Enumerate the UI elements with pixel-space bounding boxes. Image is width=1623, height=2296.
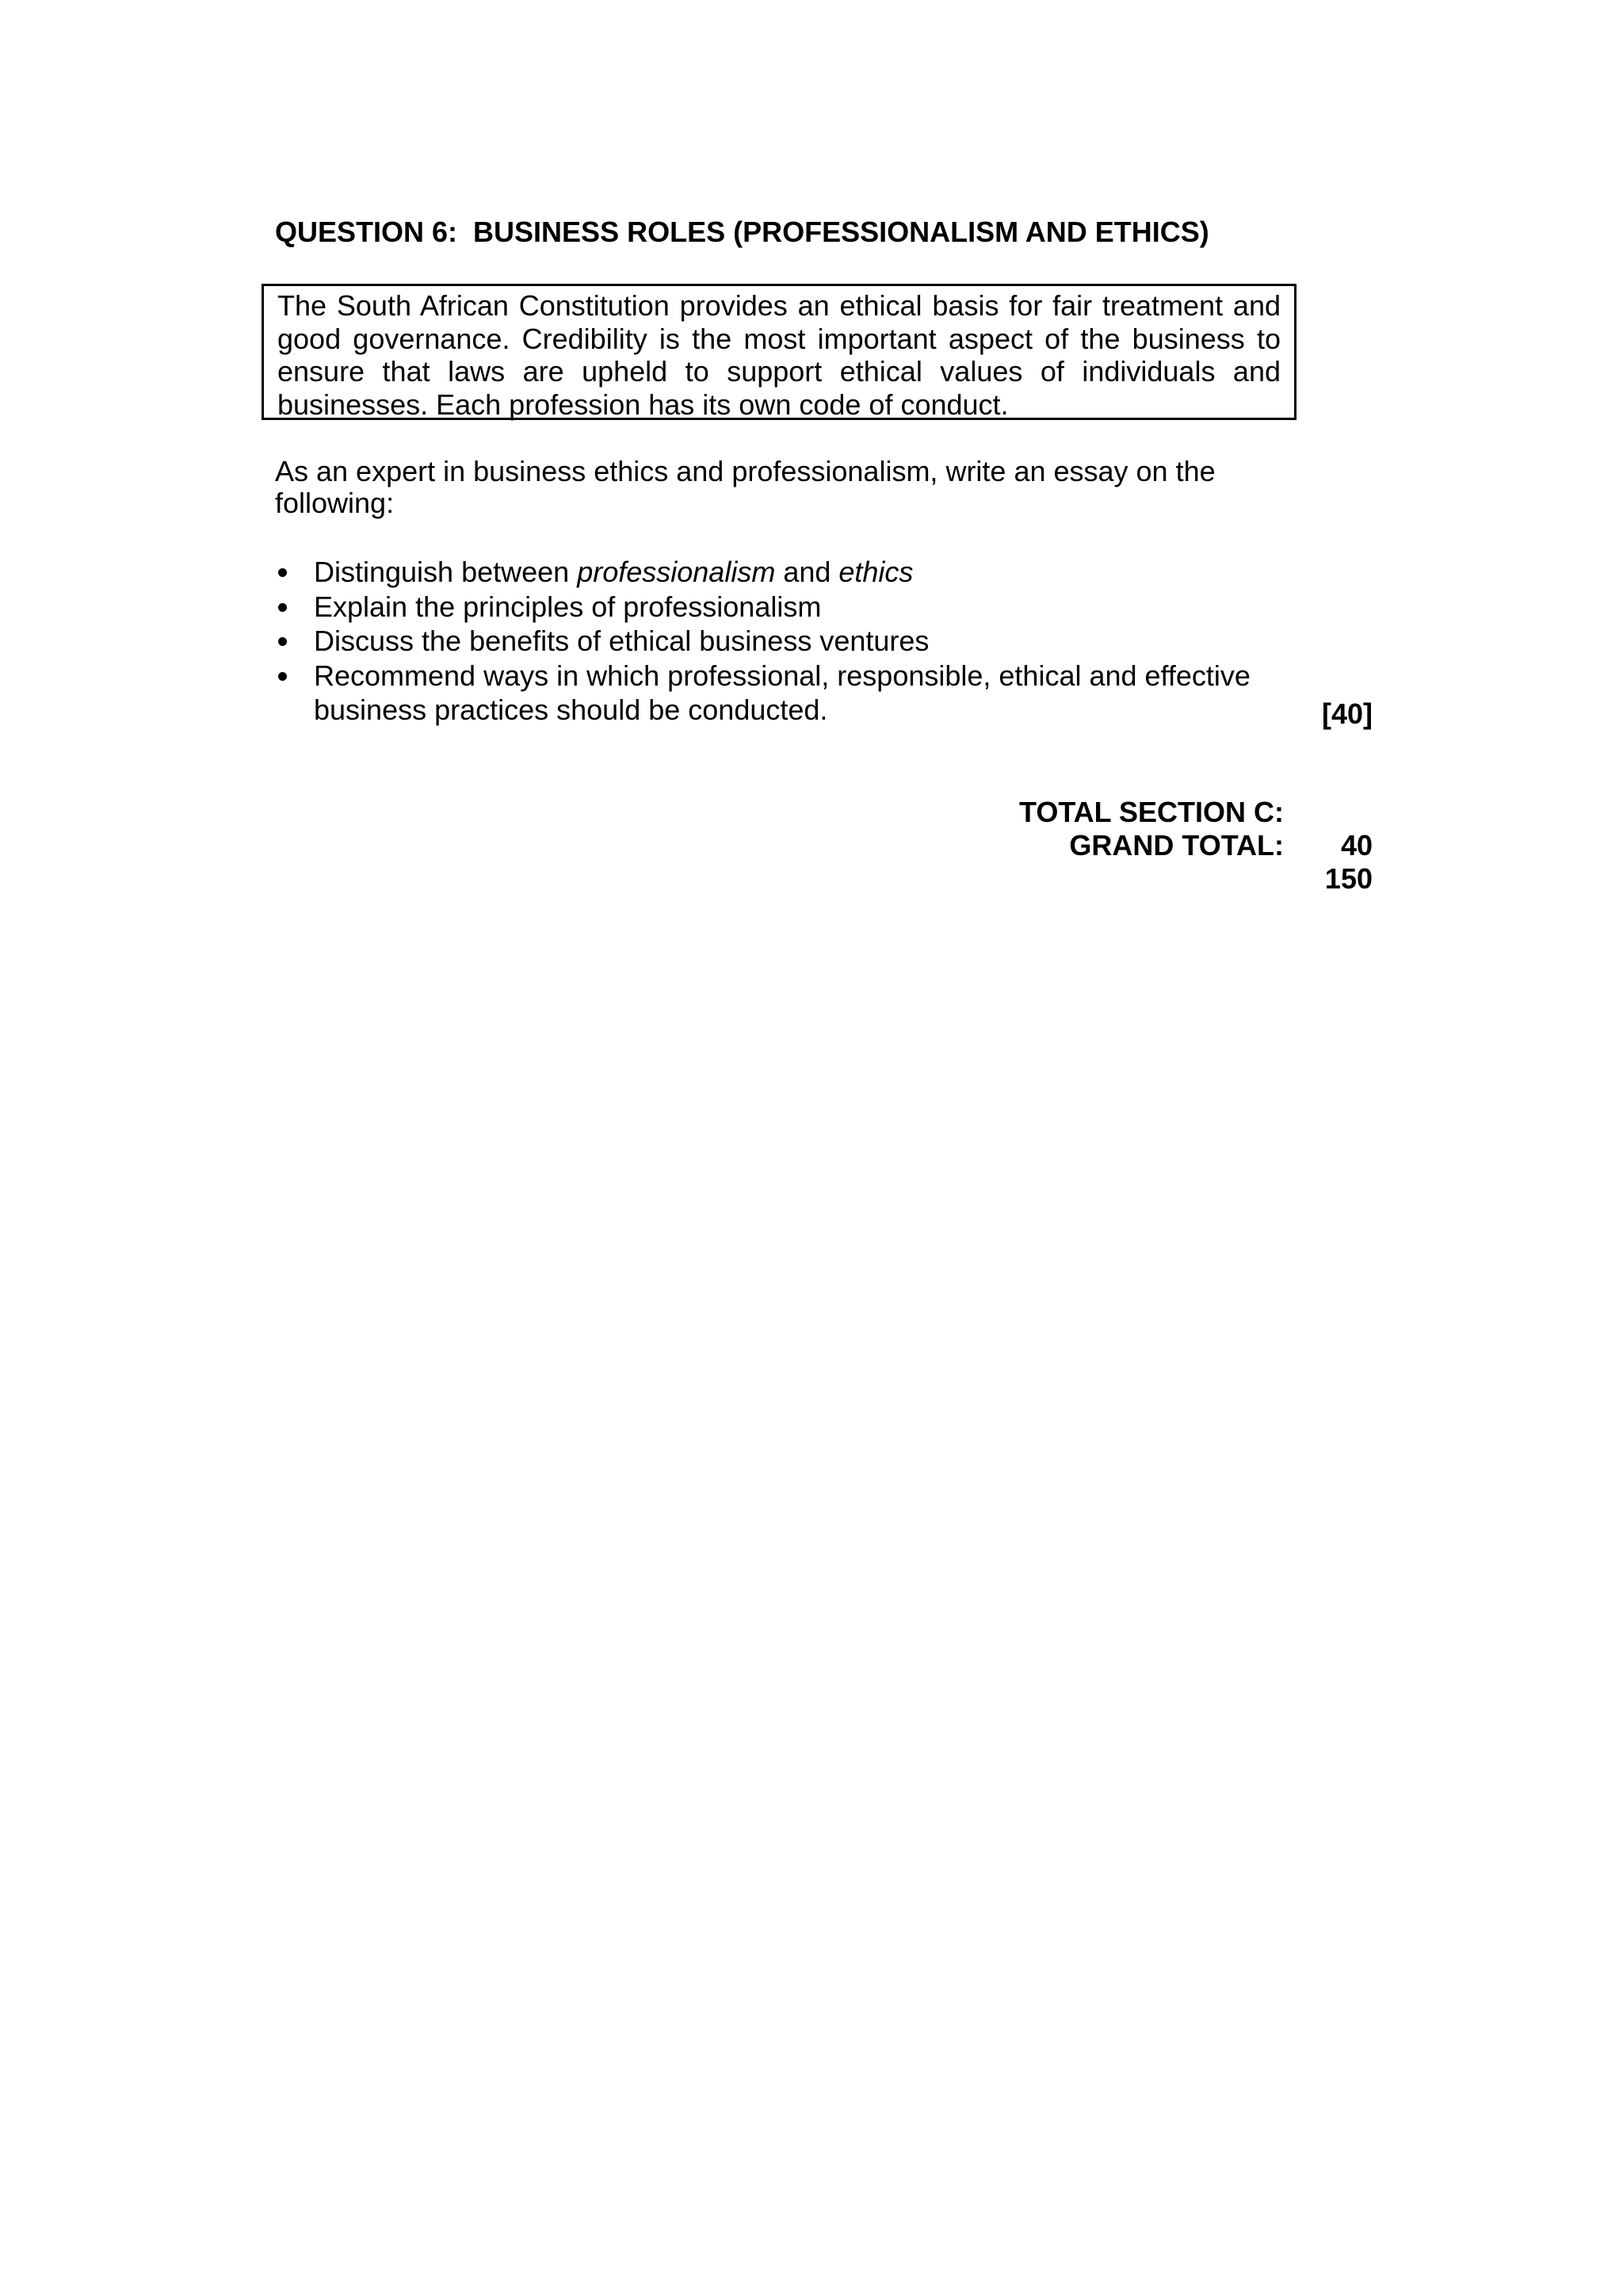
grand-total-label: GRAND TOTAL:	[1069, 829, 1284, 861]
context-box	[262, 284, 1296, 420]
list-item	[275, 659, 1296, 728]
total-section-value: 40	[1340, 829, 1373, 861]
list-item	[275, 590, 1369, 625]
item-text: Distinguish between	[314, 556, 578, 588]
question-marks: [40]	[1321, 697, 1373, 730]
list-item	[275, 624, 1369, 659]
term-ethics: ethics	[838, 556, 914, 588]
item-text: Explain the principles of professionalism	[314, 590, 822, 623]
context-text: The South African Constitution provides an ethical basis for fair treatment and good governance. Credibility is the most important aspect of the business to ensure that laws are upheld to support ethical values of individuals and businesses. Each profession has its own code of conduct.	[277, 289, 1281, 421]
total-section-label: TOTAL SECTION C:	[1018, 796, 1284, 828]
item-text: and	[775, 556, 839, 588]
essay-instruction: As an expert in business ethics and professionalism, write an essay on the following:	[275, 455, 1216, 519]
item-text: Discuss the benefits of ethical business ventures	[314, 625, 930, 657]
essay-requirements-list	[275, 555, 1369, 728]
grand-total-value: 150	[1324, 862, 1373, 895]
item-text: Recommend ways in which professional, responsible, ethical and effective business practices should be conducted.	[314, 659, 1251, 726]
term-professionalism: professionalism	[577, 556, 776, 588]
question-heading: QUESTION 6: BUSINESS ROLES (PROFESSIONALISM AND ETHICS)	[275, 216, 1209, 248]
list-item	[275, 555, 1369, 590]
